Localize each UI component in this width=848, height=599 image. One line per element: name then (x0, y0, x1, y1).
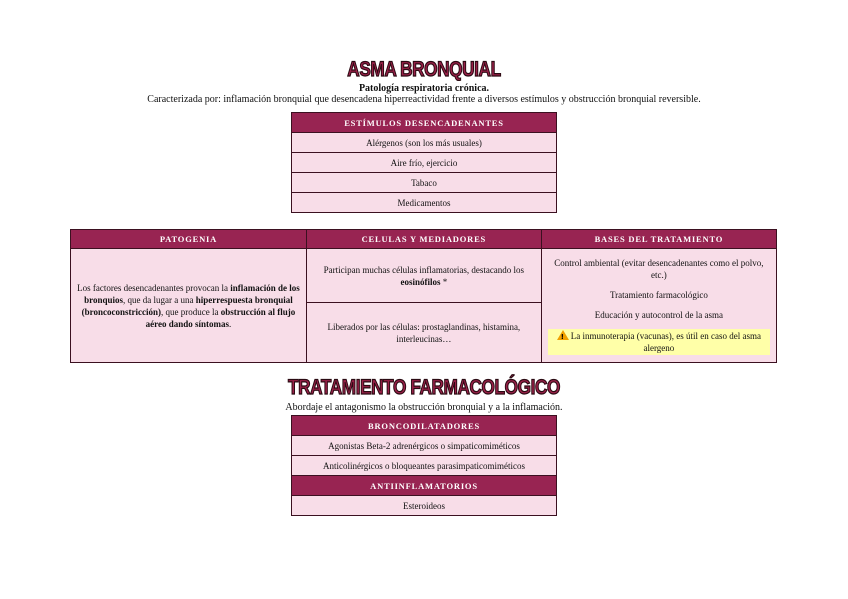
warning-text: La inmunoterapia (vacunas), es útil en caso del asma alergeno (570, 330, 761, 353)
patogenia-text: , que da lugar a una (123, 294, 196, 305)
definition-text: Caracterizada por: inflamación bronquial que desencadena hiperreactividad frente a diversos estímulos y obstrucción bronquial reversible. (147, 94, 701, 105)
patogenia-bold: inflamación de los bronquios (84, 282, 300, 305)
patogenia-text: Los factores desencadenantes provocan la (77, 282, 231, 293)
celulas-header: CELULAS Y MEDIADORES (306, 230, 541, 249)
antiinflamatorios-header: ANTIINFLAMATORIOS (292, 476, 557, 496)
celulas-text: Participan muchas células inflamatorias, destacando los (323, 264, 525, 275)
patogenia-bold: hiperrespuesta bronquial (broncoconstricción) (81, 294, 293, 317)
patogenia-text: . (229, 318, 232, 329)
bases-warning (548, 329, 770, 355)
celulas-row2: Liberados por las células: prostaglandinas, histamina, interleucinas… (306, 303, 541, 363)
celulas-row1 (306, 249, 541, 303)
broncodilatadores-header: BRONCODILATADORES (292, 416, 557, 436)
list-item: Alérgenos (son los más usuales) (292, 133, 557, 153)
list-item: Tabaco (292, 173, 557, 193)
list-item: Aire frío, ejercicio (292, 153, 557, 173)
bases-item: Tratamiento farmacológico (609, 289, 708, 300)
section-title: TRATAMIENTO FARMACOLÓGICO (288, 376, 560, 399)
patogenia-bold: obstrucción al flujo aéreo dando síntomas (145, 306, 296, 329)
celulas-bold: eosinófilos (400, 276, 441, 287)
celulas-asterisk: * (442, 276, 448, 287)
list-item: Anticolinérgicos o bloqueantes parasimpaticomiméticos (292, 456, 557, 476)
patogenia-cell (71, 249, 307, 363)
bases-header: BASES DEL TRATAMIENTO (541, 230, 776, 249)
list-item: Esteroideos (292, 496, 557, 516)
bases-cell (541, 249, 776, 363)
tratamiento-table (291, 415, 557, 516)
patogenia-text: , que produce la (160, 306, 221, 317)
bases-item: Educación y autocontrol de la asma (594, 309, 723, 320)
tratamiento-description: Abordaje el antagonismo la obstrucción bronquial y a la inflamación. (285, 402, 563, 413)
patogenia-header: PATOGENIA (71, 230, 307, 249)
estimulos-header: ESTÍMULOS DESENCADENANTES (292, 113, 557, 133)
estimulos-table (291, 112, 557, 213)
subtitle: Patología respiratoria crónica. (358, 83, 490, 94)
bases-item: Control ambiental (evitar desencadenantes como el polvo, etc.) (554, 257, 764, 280)
page-title: ASMA BRONQUIAL (347, 58, 501, 81)
warning-triangle-icon (557, 330, 569, 340)
main-table (70, 229, 777, 363)
list-item: Medicamentos (292, 193, 557, 213)
list-item: Agonistas Beta-2 adrenérgicos o simpaticomiméticos (292, 436, 557, 456)
